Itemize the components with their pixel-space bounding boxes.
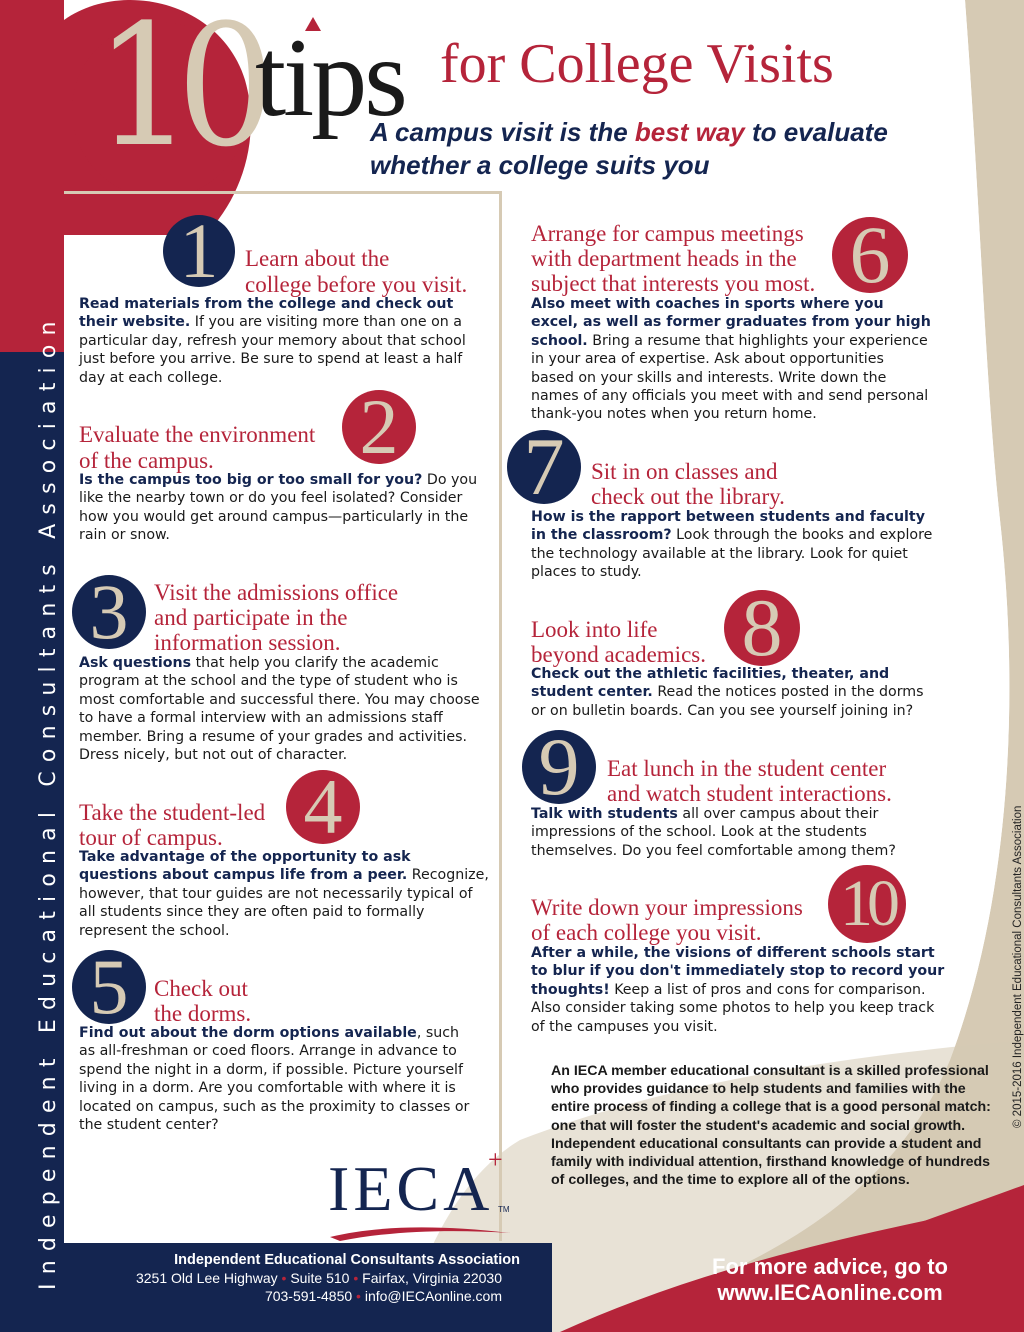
tip-number-circle: 7 — [507, 430, 581, 504]
tip-heading-line: Check out — [154, 976, 248, 1001]
tip-text: Look through the books and explore the technology available at the library. Look for quiet places to study. — [531, 527, 933, 581]
tip-heading-line: check out the library. — [591, 484, 785, 509]
tip-heading-line: Eat lunch in the student center — [607, 756, 887, 781]
call-to-action — [650, 1254, 1010, 1306]
side-band-red — [0, 0, 64, 352]
tip-text: Do you like the nearby town or do you feel isolated? Consider how you would get around campus—particularly in the rain or snow. — [79, 472, 478, 544]
promo-paragraph: An IECA member educational consultant is a skilled professional who provides guidance to help students and families with the entire process of finding a college that is a good personal match: one that will foster the student's academic and social growth. Independent educational consultants can provide a student and family with individual attention, firsthand knowledge of hundreds of colleges, and the time to explore all of the options. — [551, 1063, 991, 1189]
tip-lead: Ask questions — [79, 655, 192, 671]
tip-text: Recognize, however, that tour guides are not necessarily typical of all students since they are often paid to formally represent the school. — [79, 867, 489, 939]
footer-contact — [80, 1288, 502, 1304]
tip-body — [79, 295, 491, 387]
ieca-logo — [320, 1145, 520, 1255]
tip-heading-line: Take the student-led — [79, 800, 266, 825]
footer-org-name: Independent Educational Consultants Association — [174, 1252, 520, 1268]
tip-number-circle: 1 — [163, 215, 235, 287]
tip-lead: Check out the athletic facilities, theater, and student center. — [531, 666, 890, 701]
tip-heading-line: Sit in on classes and — [591, 459, 778, 484]
logo-tm: TM — [498, 1205, 510, 1214]
caret-accent-icon — [305, 17, 321, 31]
tip-lead: After a while, the visions of different schools start to blur if you don't immediately stop to record your thoughts! — [531, 945, 945, 998]
tip-heading-line: Visit the admissions office — [154, 580, 399, 605]
cta-line-1: For more advice, go to — [712, 1254, 948, 1279]
footer-separator: • — [353, 1270, 359, 1286]
tip-body — [531, 508, 936, 582]
tip-lead: How is the rapport between students and faculty in the classroom? — [531, 509, 925, 544]
subtitle — [370, 116, 930, 182]
tip-body — [79, 1024, 474, 1134]
tip-heading-line: tour of campus. — [79, 825, 223, 850]
cta-website-link[interactable]: www.IECAonline.com — [717, 1280, 943, 1305]
logo-swoosh-icon — [320, 1145, 520, 1255]
footer-address — [80, 1270, 502, 1286]
tip-body — [79, 471, 491, 545]
subtitle-highlight: best way — [634, 117, 745, 147]
subtitle-part1: A campus visit is the — [370, 117, 635, 147]
tip-heading-line: with department heads in the — [531, 246, 797, 271]
tip-text: , such as all-freshman or coed floors. Arrange in advance to spend the night in a dorm, if possible. Picture yourself living in a dorm. Are you comfortable with where it is located on campus, such as the proximity to classes or the student center? — [79, 1025, 470, 1134]
tips-word: tips — [255, 16, 405, 140]
tip-lead: Is the campus too big or too small for you? — [79, 472, 423, 488]
tip-heading-line: and watch student interactions. — [607, 781, 892, 806]
tip-text: If you are visiting more than one on a particular day, refresh your memory about that school just before you arrive. Be sure to spend at least a half day at each college. — [79, 314, 466, 386]
copyright-notice: © 2015-2016 Independent Educational Consultants Association — [1012, 805, 1024, 1128]
footer-city: Fairfax, Virginia 22030 — [362, 1270, 502, 1286]
tip-heading-line: Learn about the — [245, 246, 390, 271]
tip-body — [531, 295, 931, 424]
tip-body — [531, 805, 926, 860]
frame-line-vertical — [499, 191, 502, 1241]
logo-plus-icon: + — [488, 1145, 503, 1174]
logo-text: IECA — [328, 1153, 494, 1224]
subtitle-part2: to evaluate whether a college suits you — [370, 117, 888, 180]
tip-number-circle: 3 — [72, 575, 146, 649]
page-title: for College Visits — [440, 33, 834, 95]
tip-number-circle: 9 — [522, 730, 596, 804]
tip-heading-line: Evaluate the environment — [79, 422, 316, 447]
tip-heading-line: Arrange for campus meetings — [531, 221, 804, 246]
tip-text: Keep a list of pros and cons for comparison. Also consider taking some photos to help you keep track of the campuses you visit. — [531, 981, 935, 1035]
tip-heading-line: college before you visit. — [245, 272, 468, 297]
tip-heading-line: of each college you visit. — [531, 920, 762, 945]
tip-heading-line: and participate in the — [154, 605, 348, 630]
tip-number-circle: 8 — [724, 590, 800, 666]
footer-phone: 703-591-4850 — [264, 1288, 353, 1304]
tip-text: that help you clarify the academic program at the school and the type of student who is most comfortable and successful there. You may choose to have a formal interview with an admissions staff member. Bring a resume of your grades and activities. Dress nicely, but not out of character. — [79, 655, 480, 764]
tip-number-circle: 5 — [72, 950, 146, 1024]
tip-lead: Also meet with coaches in sports where you excel, as well as former graduates from your high school. — [531, 296, 931, 349]
tip-lead: Take advantage of the opportunity to ask questions about campus life from a peer. — [79, 849, 411, 884]
footer-separator: • — [356, 1288, 361, 1304]
tip-heading-line: subject that interests you most. — [531, 271, 816, 296]
tip-number-circle: 10 — [828, 865, 906, 943]
tip-lead: Find out about the dorm options available — [79, 1025, 417, 1041]
tip-lead: Read materials from the college and check out their website. — [79, 296, 454, 331]
tip-body — [531, 665, 931, 720]
footer-email[interactable]: info@IECAonline.com — [364, 1288, 502, 1304]
footer-suite: Suite 510 — [290, 1270, 350, 1286]
tip-number-circle: 4 — [286, 770, 360, 844]
tip-body — [79, 654, 491, 764]
tip-body — [531, 944, 951, 1036]
tip-heading-line: of the campus. — [79, 448, 214, 473]
tip-heading-line: Write down your impressions — [531, 895, 803, 920]
frame-line-horizontal — [64, 191, 502, 194]
big-number-ten: 10 — [95, 0, 259, 184]
tip-heading-line: the dorms. — [154, 1001, 252, 1026]
tip-heading-line: beyond academics. — [531, 642, 706, 667]
tip-number-circle: 6 — [832, 217, 908, 293]
tip-heading-line: information session. — [154, 630, 341, 655]
tip-body — [79, 848, 491, 940]
tip-text: Bring a resume that highlights your experience in your area of expertise. Ask about opportunities based on your skills and interests. Write down the names of any officials you meet with and send personal thank-you notes when you return home. — [531, 332, 929, 423]
tip-number-circle: 2 — [342, 390, 416, 464]
tip-text: Read the notices posted in the dorms or on bulletin boards. Can you see yourself joining in? — [531, 684, 924, 719]
footer-separator: • — [281, 1270, 287, 1286]
footer-street: 3251 Old Lee Highway — [135, 1270, 278, 1286]
tip-text: all over campus about their impressions of the school. Look at the students themselves. Do you feel comfortable among them? — [531, 806, 896, 859]
side-band-text: Independent Educational Consultants Association — [36, 312, 61, 1290]
tip-lead: Talk with students — [531, 806, 678, 822]
tip-heading-line: Look into life — [531, 617, 658, 642]
